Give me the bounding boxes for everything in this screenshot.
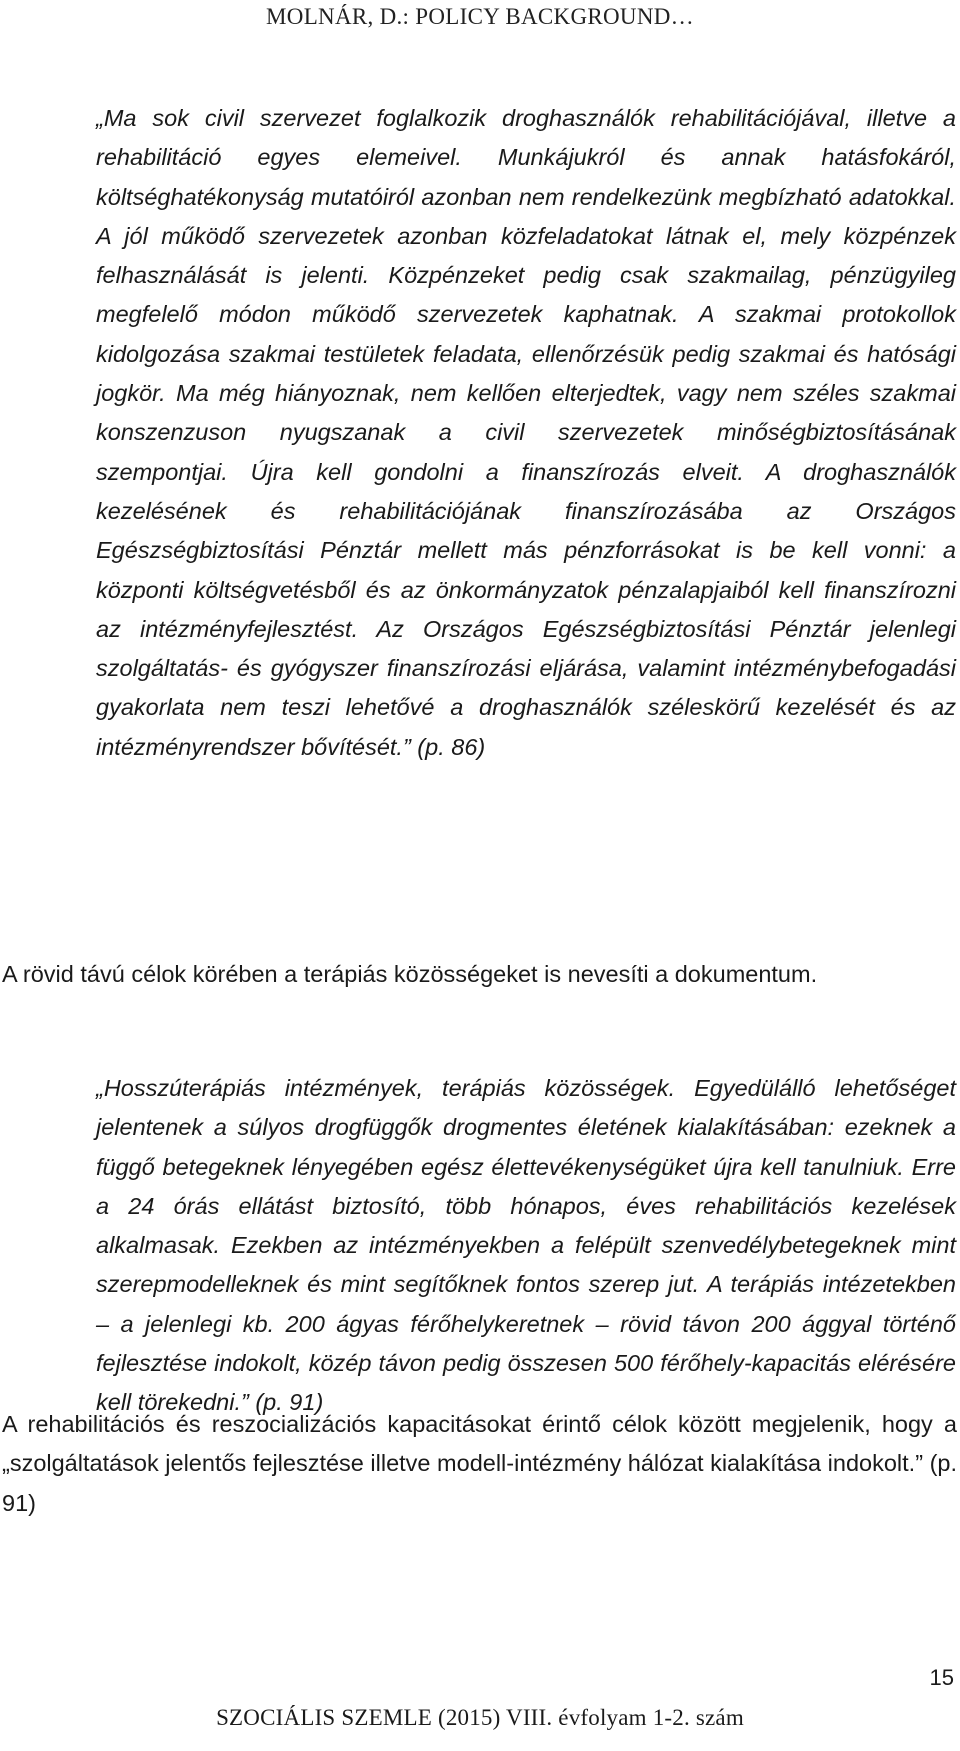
running-header: MOLNÁR, D.: POLICY BACKGROUND… <box>266 4 694 29</box>
body-paragraph-rehabilitation-capacity: A rehabilitációs és reszocializációs kapacitásokat érintő célok között megjelenik, hogy a „szolgáltatások jelentős fejlesztése illetve modell-intézmény hálózat kialakítása indokolt.” (p. 91) <box>2 1411 957 1516</box>
body-paragraph-short-term-goals: A rövid távú célok körében a terápiás közösségeket is nevesíti a dokumentum. <box>2 961 818 987</box>
block-quote-therapeutic-communities: „Hosszúterápiás intézmények, terápiás közösségek. Egyedülálló lehetőséget jelentenek a súlyos drogfüggők drogmentes életének kialakításában: ezeknek a függő betegeknek lényegében egész élettevékenységüket újra kell tanulniuk. Erre a 24 órás ellátást biztosító, több hónapos, éves rehabilitációs kezelések alkalmasak. Ezekben az intézményekben a felépült szenvedélybetegeknek mint szerepmodelleknek és mint segítőknek fontos szerep jut. A terápiás intézetekben – a jelenlegi kb. 200 ágyas férőhelykeretnek – rövid távon 200 ággyal történő fejlesztése indokolt, közép távon pedig összesen 500 férőhely-kapacitás elérésére kell törekedni.” (p. 91) <box>96 1075 956 1416</box>
running-footer: SZOCIÁLIS SZEMLE (2015) VIII. évfolyam 1-2. szám <box>216 1705 744 1730</box>
page-number: 15 <box>929 1665 954 1690</box>
block-quote-policy-funding: „Ma sok civil szervezet foglalkozik droghasználók rehabilitációjával, illetve a rehabilitáció egyes elemeivel. Munkájukról és annak hatásfokáról, költséghatékonyság mutatóiról azonban nem rendelkezünk megbízható adatokkal. A jól működő szervezetek azonban közfeladatokat látnak el, mely közpénzek felhasználását is jelenti. Közpénzeket pedig csak szakmailag, pénzügyileg megfelelő módon működő szervezetek kaphatnak. A szakmai protokollok kidolgozása szakmai testületek feladata, ellenőrzésük pedig szakmai és hatósági jogkör. Ma még hiányoznak, nem kellően elterjedtek, vagy nem széles szakmai konszenzuson nyugszanak a civil szervezetek minőségbiztosításának szempontjai. Újra kell gondolni a finanszírozás elveit. A droghasználók kezelésének és rehabilitációjának finanszírozásába az Országos Egészségbiztosítási Pénztár mellett más pénzforrásokat is be kell vonni: a központi költségvetésből és az önkormányzatok pénzalapjaiból kell finanszírozni az intézményfejlesztést. Az Országos Egészségbiztosítási Pénztár jelenlegi szolgáltatás- és gyógyszer finanszírozási eljárása, valamint intézménybefogadási gyakorlata nem teszi lehetővé a droghasználók széleskörű kezelését és az intézményrendszer bővítését.” (p. 86) <box>96 105 956 760</box>
